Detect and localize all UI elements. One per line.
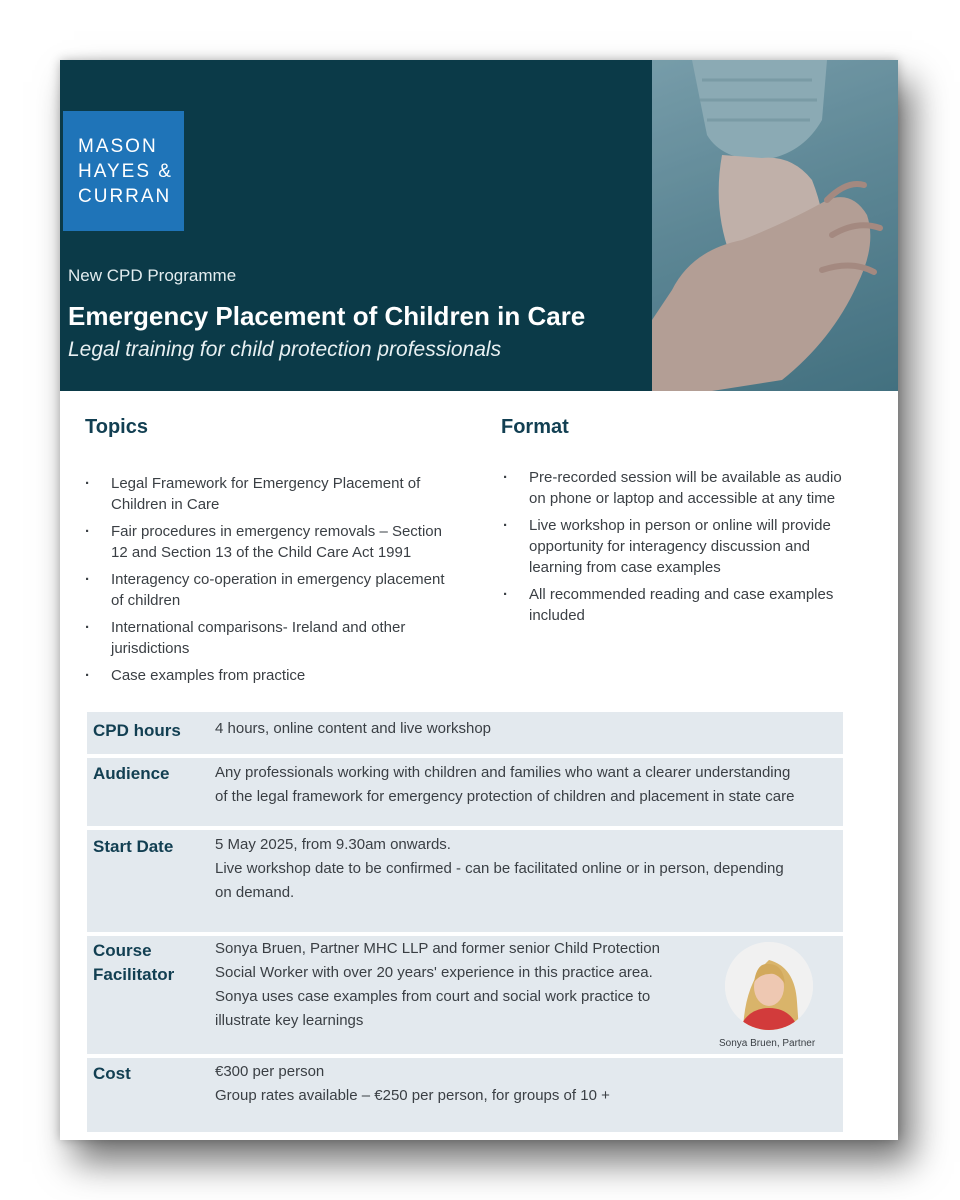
- start-date-label: Start Date: [93, 837, 174, 856]
- cost-line: Group rates available – €250 per person, for groups of 10 +: [215, 1087, 610, 1104]
- hero-banner: [60, 60, 898, 391]
- audience-line: Any professionals working with children and families who want a clearer understanding: [215, 764, 791, 781]
- logo-line-3: CURRAN: [78, 185, 172, 207]
- topics-list: [85, 473, 445, 692]
- start-date-line: Live workshop date to be confirmed - can be facilitated online or in person, depending: [215, 860, 784, 877]
- audience-line: of the legal framework for emergency protection of children and placement in state care: [215, 788, 795, 805]
- page-title: Emergency Placement of Children in Care: [68, 301, 586, 331]
- logo-line-1: MASON: [78, 135, 158, 157]
- list-item: · Live workshop in person or online will provide opportunity for interagency discussion and learning from case examples: [503, 515, 848, 578]
- hands-photo: [652, 60, 898, 391]
- cpd-hours-line: 4 hours, online content and live workshop: [215, 720, 492, 737]
- start-date-line: on demand.: [215, 884, 295, 901]
- cpd-hours-value: [215, 717, 833, 741]
- programme-kicker: New CPD Programme: [68, 266, 237, 285]
- facilitator-label-line: Facilitator: [93, 965, 175, 984]
- facilitator-row: [87, 936, 843, 1054]
- start-date-value: [215, 833, 833, 905]
- format-list: [503, 467, 848, 632]
- photo-caption: Sonya Bruen, Partner: [719, 1038, 816, 1049]
- facilitator-line: Sonya Bruen, Partner MHC LLP and former senior Child Protection: [215, 940, 660, 957]
- start-date-row: [87, 830, 843, 932]
- audience-value: [215, 761, 833, 809]
- facilitator-line: illustrate key learnings: [215, 1012, 364, 1029]
- list-item: · Pre-recorded session will be available as audio on phone or laptop and accessible at any time: [503, 467, 848, 509]
- audience-row: [87, 758, 843, 826]
- cost-row: [87, 1058, 843, 1132]
- facilitator-label: [93, 939, 174, 987]
- cpd-hours-row: [87, 712, 843, 754]
- start-date-line: 5 May 2025, from 9.30am onwards.: [215, 836, 451, 853]
- brochure-page: [60, 60, 898, 1140]
- facilitator-photo: [725, 942, 813, 1030]
- cost-line: €300 per person: [215, 1063, 325, 1080]
- topics-heading: Topics: [85, 416, 148, 438]
- facilitator-label-line: Course: [93, 941, 152, 960]
- format-heading: Format: [501, 416, 569, 438]
- cpd-hours-label: CPD hours: [93, 721, 181, 740]
- cost-value: [215, 1060, 833, 1108]
- cost-label: Cost: [93, 1064, 131, 1083]
- logo-line-2: HAYES &: [78, 160, 173, 182]
- firm-logo: [63, 111, 184, 231]
- facilitator-line: Sonya uses case examples from court and social work practice to: [215, 988, 651, 1005]
- list-item: · All recommended reading and case examples included: [503, 584, 848, 626]
- list-item: · Interagency co-operation in emergency placement of children: [85, 569, 445, 611]
- list-item: · International comparisons- Ireland and other jurisdictions: [85, 617, 445, 659]
- list-item: · Fair procedures in emergency removals – Section 12 and Section 13 of the Child Care Act 1991: [85, 521, 445, 563]
- list-item: · Legal Framework for Emergency Placement of Children in Care: [85, 473, 445, 515]
- list-item: · Case examples from practice: [85, 665, 445, 686]
- facilitator-line: Social Worker with over 20 years' experience in this practice area.: [215, 964, 653, 981]
- audience-label: Audience: [93, 764, 170, 783]
- facilitator-value: [215, 937, 715, 1033]
- page-subtitle: Legal training for child protection professionals: [68, 338, 502, 361]
